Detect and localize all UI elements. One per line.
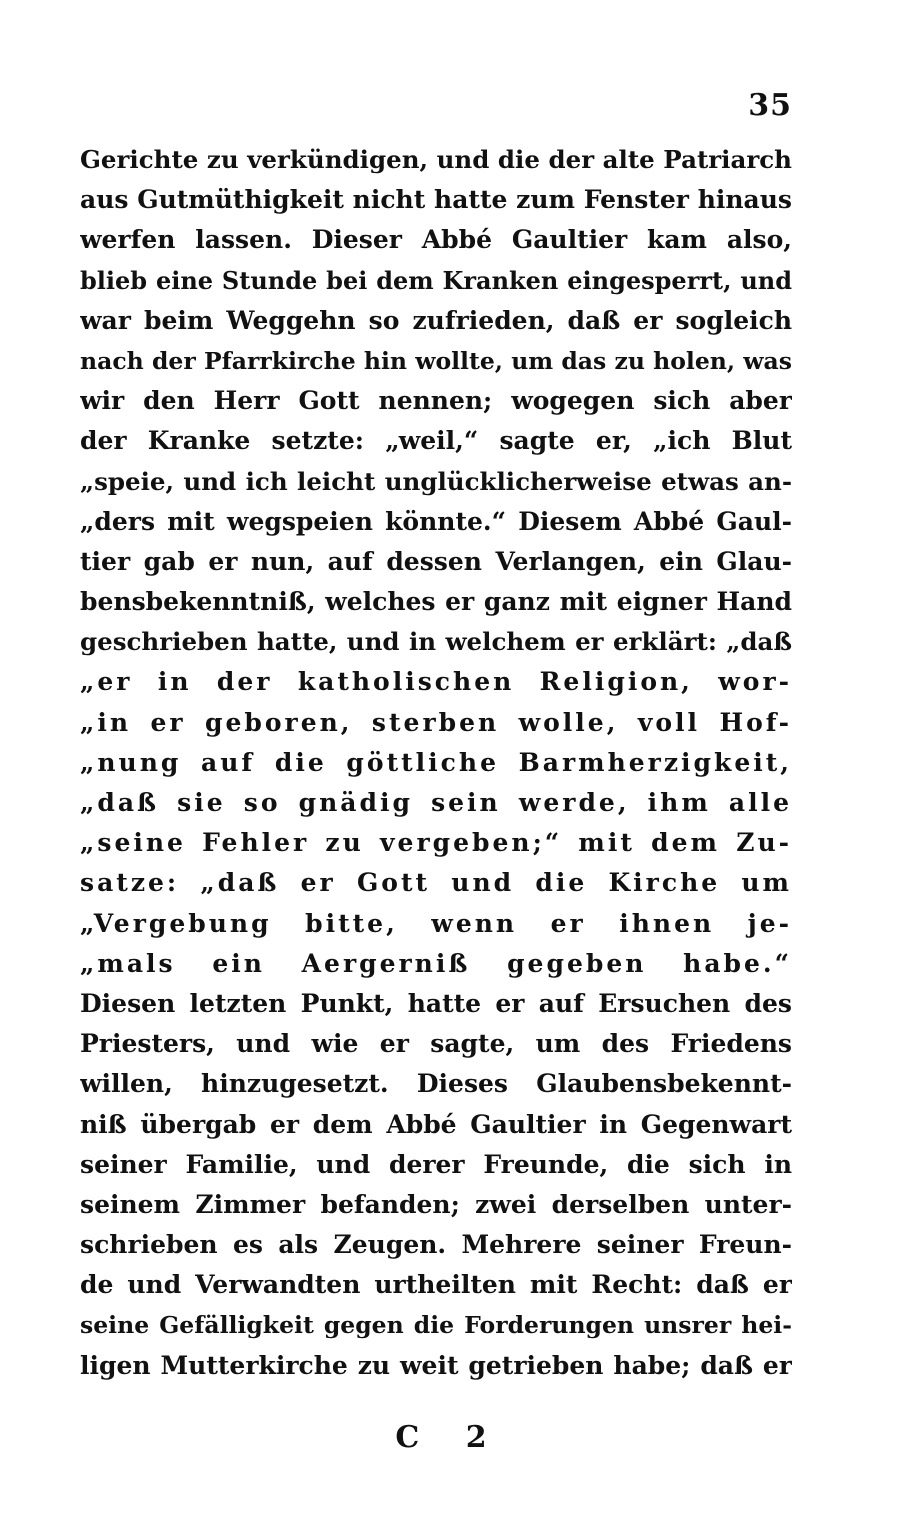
body-text bbox=[80, 140, 792, 1386]
text-line: seine Gefälligkeit gegen die Forderungen unsrer hei- bbox=[80, 1311, 792, 1340]
text-line: tier gab er nun, auf dessen Verlangen, ein Glau- bbox=[80, 546, 792, 576]
printer-signature-mark: C 2 bbox=[395, 1420, 505, 1455]
text-line: willen, hinzugesetzt. Dieses Glaubensbekennt- bbox=[80, 1069, 792, 1099]
text-line: der Kranke setzte: „weil,“ sagte er, „ich Blut bbox=[80, 426, 792, 456]
text-line: „Vergebung bitte, wenn er ihnen je- bbox=[80, 908, 792, 938]
text-line: Diesen letzten Punkt, hatte er auf Ersuchen des bbox=[80, 988, 792, 1018]
text-line: „daß sie so gnädig sein werde, ihm alle bbox=[80, 788, 792, 817]
text-line: geschrieben hatte, und in welchem er erklärt: „daß bbox=[80, 627, 792, 657]
text-line: „nung auf die göttliche Barmherzigkeit, bbox=[80, 747, 792, 777]
text-line: „er in der katholischen Religion, wor- bbox=[80, 667, 792, 697]
page-number: 35 bbox=[748, 88, 792, 123]
text-line: „in er geboren, sterben wolle, voll Hof- bbox=[80, 707, 792, 737]
text-line: niß übergab er dem Abbé Gaultier in Gegenwart bbox=[80, 1109, 792, 1139]
text-line: Gerichte zu verkündigen, und die der alte Patriarch bbox=[80, 145, 792, 174]
text-line: satze: „daß er Gott und die Kirche um bbox=[80, 868, 792, 898]
text-line: „mals ein Aergerniß gegeben habe.“ bbox=[80, 948, 792, 978]
text-line: aus Gutmüthigkeit nicht hatte zum Fenster hinaus bbox=[80, 185, 792, 215]
text-line: Priesters, und wie er sagte, um des Friedens bbox=[80, 1029, 792, 1059]
text-line: seinem Zimmer befanden; zwei derselben unter- bbox=[80, 1189, 792, 1219]
text-line: „ders mit wegspeien könnte.“ Diesem Abbé Gaul- bbox=[80, 506, 792, 536]
text-line: bensbekenntniß, welches er ganz mit eigner Hand bbox=[80, 587, 792, 617]
text-line: war beim Weggehn so zufrieden, daß er sogleich bbox=[80, 305, 792, 335]
text-line: werfen lassen. Dieser Abbé Gaultier kam also, bbox=[80, 225, 792, 255]
text-line: blieb eine Stunde bei dem Kranken eingesperrt, und bbox=[80, 265, 792, 295]
text-line: ligen Mutterkirche zu weit getrieben habe; daß er bbox=[80, 1350, 792, 1380]
text-line: de und Verwandten urtheilten mit Recht: daß er bbox=[80, 1270, 792, 1300]
text-line: „speie, und ich leicht unglücklicherweise etwas an- bbox=[80, 466, 792, 496]
text-line: wir den Herr Gott nennen; wogegen sich aber bbox=[80, 386, 792, 416]
text-line: seiner Familie, und derer Freunde, die sich in bbox=[80, 1149, 792, 1179]
text-line: „seine Fehler zu vergeben;“ mit dem Zu- bbox=[80, 828, 792, 858]
text-line: schrieben es als Zeugen. Mehrere seiner Freun- bbox=[80, 1230, 792, 1260]
text-line: nach der Pfarrkirche hin wollte, um das zu holen, was bbox=[80, 346, 792, 375]
